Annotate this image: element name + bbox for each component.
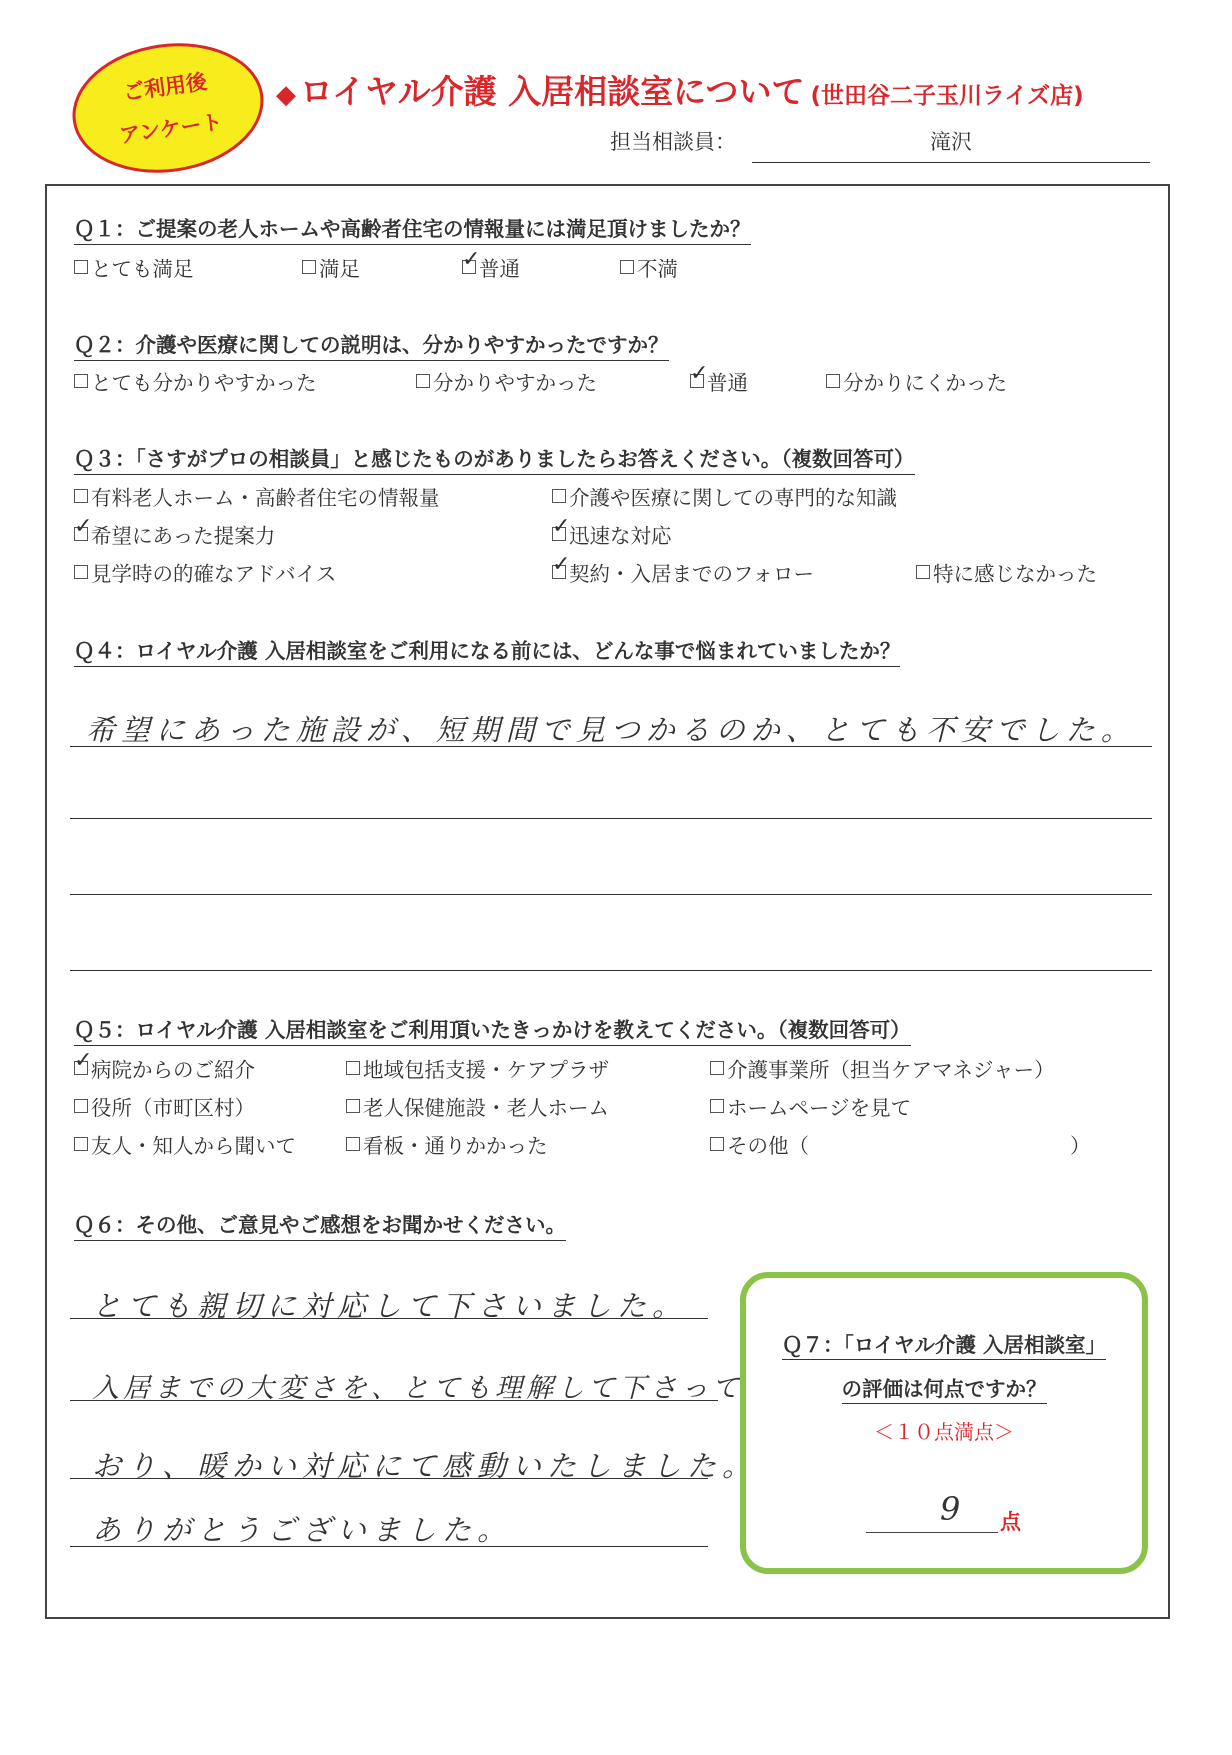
staff-underline xyxy=(752,162,1150,163)
q3-option-1[interactable] xyxy=(74,481,440,511)
q5-option-4[interactable] xyxy=(74,1091,255,1121)
q6-answer-line-3[interactable]: おり、暖かい対応にて感動いたしました。 xyxy=(92,1449,758,1483)
option-label: 介護事業所（担当ケアマネジャー） xyxy=(727,1058,1055,1082)
option-label: 看板・通りかかった xyxy=(363,1134,548,1158)
option-label: 契約・入居までのフォロー xyxy=(569,562,814,586)
option-label: ホームページを見て xyxy=(727,1096,912,1120)
option-label: 友人・知人から聞いて xyxy=(91,1134,296,1158)
title-text: ロイヤル介護 入居相談室について xyxy=(300,72,805,111)
q6-answer-line-4[interactable]: ありがとうございました。 xyxy=(92,1513,513,1547)
q5-option-8[interactable] xyxy=(346,1129,548,1159)
option-label: 病院からのご紹介 xyxy=(91,1058,255,1082)
answer-line xyxy=(70,894,1152,895)
checkbox-checked[interactable] xyxy=(74,1061,88,1075)
checkbox[interactable] xyxy=(74,565,88,579)
checkbox[interactable] xyxy=(302,260,316,274)
checkbox-checked[interactable] xyxy=(74,527,88,541)
option-label: その他（ xyxy=(727,1134,809,1158)
option-label: 特に感じなかった xyxy=(933,562,1097,586)
q5-option-3[interactable] xyxy=(710,1053,1055,1083)
checkbox[interactable] xyxy=(826,374,840,388)
checkbox[interactable] xyxy=(74,1137,88,1151)
q5-option-6[interactable] xyxy=(710,1091,911,1121)
option-label: とても分かりやすかった xyxy=(91,371,317,395)
checkbox-checked[interactable] xyxy=(552,527,566,541)
q7-line-1: Ｑ７：「ロイヤル介護 入居相談室」 xyxy=(782,1333,1106,1360)
checkbox[interactable] xyxy=(346,1099,360,1113)
checkbox[interactable] xyxy=(416,374,430,388)
badge-line-1: ご利用後 xyxy=(121,69,209,105)
q1-option-1[interactable] xyxy=(74,252,194,282)
q3-option-2[interactable] xyxy=(552,481,897,511)
checkbox-checked[interactable] xyxy=(690,374,704,388)
checkbox[interactable] xyxy=(710,1061,724,1075)
q5-option-7[interactable] xyxy=(74,1129,296,1159)
q1-option-3[interactable] xyxy=(462,252,520,282)
q2-option-2[interactable] xyxy=(416,366,597,396)
checkbox[interactable] xyxy=(74,260,88,274)
checkbox[interactable] xyxy=(710,1099,724,1113)
store-name: (世田谷二子玉川ライズ店) xyxy=(810,83,1084,109)
option-label: 見学時の的確なアドバイス xyxy=(91,562,337,586)
q7-scale: ＜１０点満点＞ xyxy=(874,1420,1014,1444)
option-label: 分かりやすかった xyxy=(433,371,597,395)
q1-question: Ｑ１：ご提案の老人ホームや高齢者住宅の情報量には満足頂けましたか？ xyxy=(74,212,751,245)
option-label: 満足 xyxy=(319,257,360,281)
q7-score[interactable]: 9 xyxy=(940,1490,967,1528)
option-label: 普通 xyxy=(479,257,520,281)
q1-option-4[interactable] xyxy=(620,252,678,282)
q3-option-3[interactable] xyxy=(74,519,275,549)
answer-line xyxy=(70,818,1152,819)
checkbox[interactable] xyxy=(552,489,566,503)
q2-option-1[interactable] xyxy=(74,366,317,396)
q7-score-unit: 点 xyxy=(1000,1510,1021,1534)
q7-question-line-2 xyxy=(758,1372,1130,1402)
option-label: 有料老人ホーム・高齢者住宅の情報量 xyxy=(91,486,440,510)
option-label: 役所（市町区村） xyxy=(91,1096,255,1120)
q6-question: Ｑ６：その他、ご意見やご感想をお聞かせください。 xyxy=(74,1208,566,1241)
q7-line-2: の評価は何点ですか？ xyxy=(842,1377,1047,1404)
option-label: 地域包括支援・ケアプラザ xyxy=(363,1058,609,1082)
checkbox[interactable] xyxy=(710,1137,724,1151)
option-label: 介護や医療に関しての専門的な知識 xyxy=(569,486,897,510)
checkbox[interactable] xyxy=(346,1137,360,1151)
checkbox[interactable] xyxy=(346,1061,360,1075)
checkbox[interactable] xyxy=(916,565,930,579)
q2-option-4[interactable] xyxy=(826,366,1007,396)
q2-question: Ｑ２：介護や医療に関しての説明は、分かりやすかったですか？ xyxy=(74,328,669,361)
answer-line xyxy=(70,970,1152,971)
q6-answer-line-1[interactable]: とても親切に対応して下さいました。 xyxy=(92,1289,688,1323)
checkbox[interactable] xyxy=(74,1099,88,1113)
q3-option-5[interactable] xyxy=(74,557,336,587)
score-line xyxy=(866,1532,998,1533)
checkbox[interactable] xyxy=(620,260,634,274)
staff-label: 担当相談員： xyxy=(610,130,736,154)
q5-close-paren: ） xyxy=(1070,1134,1091,1158)
answer-line xyxy=(70,1546,708,1547)
q5-option-2[interactable] xyxy=(346,1053,609,1083)
checkbox-checked[interactable] xyxy=(462,260,476,274)
answer-line xyxy=(70,1400,718,1401)
q4-answer[interactable]: 希望にあった施設が、短期間で見つかるのか、とても不安でした。 xyxy=(86,713,1136,747)
option-label: 迅速な対応 xyxy=(569,524,672,548)
page-title xyxy=(276,66,1084,113)
option-label: 分かりにくかった xyxy=(843,371,1007,395)
option-label: 不満 xyxy=(637,257,678,281)
q5-option-1[interactable] xyxy=(74,1053,255,1083)
option-label: 普通 xyxy=(707,371,748,395)
q3-question: Ｑ３：「さすがプロの相談員」と感じたものがありましたらお答えください。（複数回答可） xyxy=(74,442,915,475)
q3-option-7[interactable] xyxy=(916,557,1097,587)
option-label: 希望にあった提案力 xyxy=(91,524,276,548)
badge-line-2: アンケート xyxy=(117,109,224,148)
q1-option-2[interactable] xyxy=(302,252,360,282)
q3-option-6[interactable] xyxy=(552,557,814,587)
option-label: 老人保健施設・老人ホーム xyxy=(363,1096,609,1120)
q6-answer-line-2[interactable]: 入居までの大変さを、とても理解して下さって xyxy=(92,1373,743,1404)
answer-line xyxy=(70,1478,708,1479)
q2-option-3[interactable] xyxy=(690,366,748,396)
answer-line xyxy=(70,1318,708,1319)
checkbox-checked[interactable] xyxy=(552,565,566,579)
q7-question xyxy=(758,1328,1130,1358)
checkbox[interactable] xyxy=(74,374,88,388)
answer-line xyxy=(70,746,1152,747)
checkbox[interactable] xyxy=(74,489,88,503)
option-label: とても満足 xyxy=(91,257,194,281)
q5-option-9[interactable] xyxy=(710,1129,809,1159)
q5-question: Ｑ５：ロイヤル介護 入居相談室をご利用頂いたきっかけを教えてください。（複数回答可） xyxy=(74,1013,911,1046)
q3-option-4[interactable] xyxy=(552,519,672,549)
staff-name: 滝沢 xyxy=(930,130,972,154)
diamond-icon: ◆ xyxy=(276,80,296,110)
survey-badge xyxy=(64,31,272,184)
q4-question: Ｑ４：ロイヤル介護 入居相談室をご利用になる前には、どんな事で悩まれていましたか？ xyxy=(74,634,900,667)
q5-option-5[interactable] xyxy=(346,1091,609,1121)
